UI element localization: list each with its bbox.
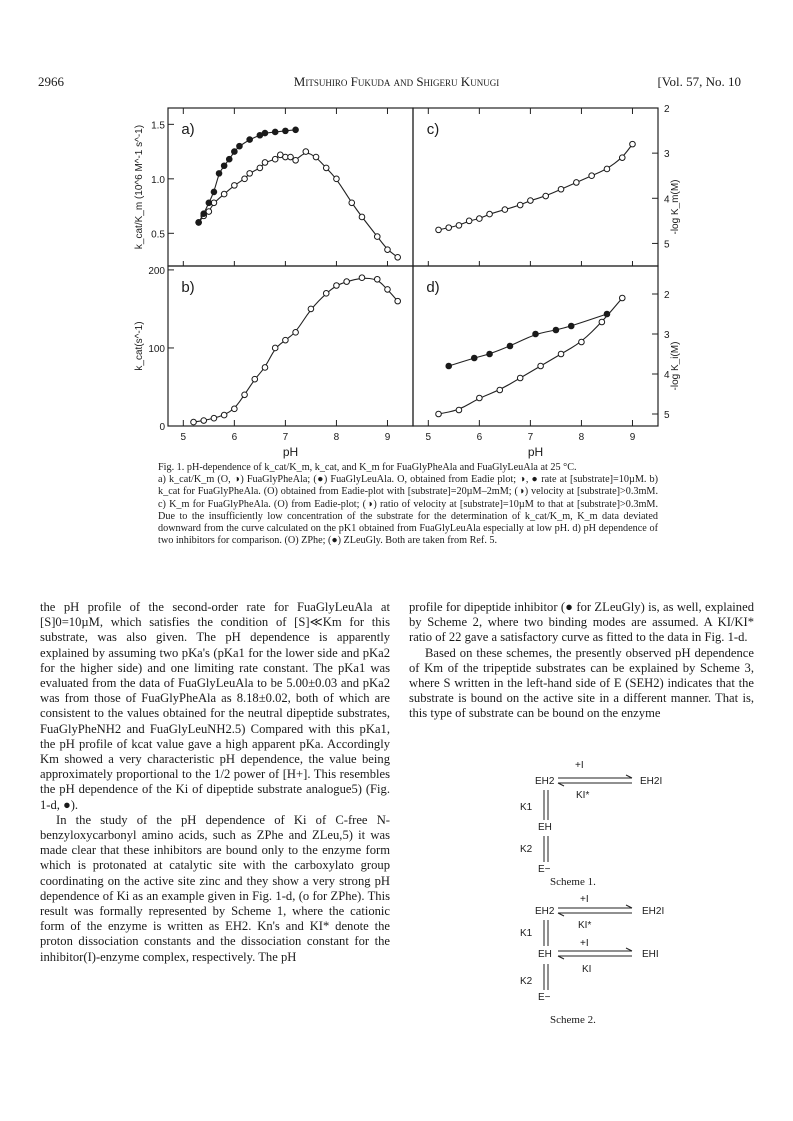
scheme1-eh2: EH2: [535, 776, 555, 787]
data-point-a: [196, 220, 202, 226]
data-point-d: [579, 339, 585, 345]
data-point-a: [221, 191, 227, 197]
data-point-c: [502, 207, 508, 213]
scheme1-k2: K2: [520, 844, 533, 855]
data-point-c: [456, 223, 462, 229]
data-point-d: [436, 411, 442, 417]
x-tick-label: 8: [578, 432, 585, 443]
x-tick-label: 9: [629, 432, 636, 443]
running-head-authors: Mitsuhiro Fukuda and Shigeru Kunugi: [293, 74, 500, 89]
data-point-d: [619, 295, 625, 301]
y-tick-label: 0: [159, 422, 165, 433]
data-point-b: [374, 276, 380, 282]
data-point-b: [191, 419, 197, 425]
data-point-a: [262, 160, 268, 166]
scheme2-eh2: EH2: [535, 906, 555, 917]
y-tick-label: 5: [664, 410, 670, 421]
scheme2-equilibrium-arrow-mid: [556, 947, 636, 961]
scheme-1-caption: Scheme 1.: [550, 876, 596, 888]
data-point-a: [313, 154, 319, 160]
data-point-b: [252, 376, 258, 382]
data-point-d: [471, 355, 477, 361]
data-point-d: [487, 351, 493, 357]
data-point-a: [247, 137, 253, 143]
data-point-b: [359, 275, 365, 281]
scheme2-eh2i: EH2I: [642, 906, 665, 917]
y-tick-label: 1.5: [151, 120, 165, 132]
data-point-b: [323, 291, 329, 297]
fit-curve-d-1: [439, 298, 623, 414]
data-point-c: [589, 173, 595, 179]
fit-curve-b-0: [194, 278, 398, 422]
data-point-b: [221, 412, 227, 418]
data-point-a: [201, 211, 207, 217]
data-point-d: [568, 323, 574, 329]
scheme1-equilibrium-arrow: [556, 774, 636, 788]
data-point-d: [517, 375, 523, 381]
panel-label-a: a): [181, 121, 195, 138]
data-point-a: [262, 130, 268, 136]
panel-b-frame: [168, 266, 413, 426]
panel-label-d: d): [426, 279, 440, 296]
x-tick-label: 7: [527, 432, 534, 443]
x-tick-label: 5: [180, 432, 187, 443]
panel-a-frame: [168, 108, 413, 266]
data-point-d: [553, 327, 559, 333]
data-point-b: [232, 406, 238, 412]
scheme1-eh: EH: [538, 822, 552, 833]
data-point-a: [221, 163, 227, 169]
data-point-c: [436, 227, 442, 233]
y-tick-label: 4: [664, 194, 670, 206]
panel-d-frame: [413, 266, 658, 426]
y-axis-title-bottom-left: k_cat(s^-1): [134, 321, 145, 371]
body-column-left: [40, 600, 390, 965]
data-point-a: [349, 200, 355, 206]
x-tick-label: 8: [333, 432, 340, 443]
data-point-d: [507, 343, 513, 349]
data-point-b: [242, 392, 248, 398]
data-point-a: [323, 165, 329, 171]
data-point-a: [232, 183, 238, 189]
body-column-right: [409, 600, 754, 722]
data-point-d: [497, 387, 503, 393]
y-tick-label: 4: [664, 370, 670, 381]
data-point-b: [344, 279, 350, 285]
data-point-b: [262, 365, 268, 371]
y-tick-label: 3: [664, 149, 670, 161]
scheme2-k1: K1: [520, 928, 533, 939]
panel-c-frame: [413, 108, 658, 266]
data-point-a: [385, 247, 391, 253]
scheme1-plus-i: +I: [575, 760, 584, 771]
y-tick-label: 0.5: [151, 229, 165, 241]
scheme2-ehi: EHI: [642, 949, 659, 960]
data-point-c: [446, 225, 452, 231]
x-tick-label: 7: [282, 432, 289, 443]
scheme2-plus-i-top: +I: [580, 894, 589, 905]
data-point-a: [395, 254, 401, 260]
scheme1-k1: K1: [520, 802, 533, 813]
data-point-b: [308, 306, 314, 312]
data-point-a: [226, 156, 232, 162]
data-point-c: [630, 141, 636, 147]
caption-body: a) k_cat/K_m (O, ◑) FuaGlyPheAla; (●) FuaGlyLeuAla. O, obtained from Eadie plot; ◑, ● rate at [substrate]=10µM. b) k_cat for FuaGlyPheAla. (O) obtained from Eadie-plot with [substrate]=20µM–2mM; (◑) velocity at [substrate]>0.3mM. c) K_m for FuaGlyPheAla. (O) from Eadie-plot; (◑) ratio of velocity at [substrate]=10µM to that at [substrate]>0.3mM. Due to the insufficiently low concentration of the substrate for the determination of k_cat/K_m, K_m data deviated downward from the curve calculated on the pK1 obtained from FuaGlyLeuAla especially at low pH. d) pH dependence of two inhibitors for comparison. (O) ZPhe; (●) ZLeuGly. Both are taken from Ref. 5.: [158, 474, 658, 547]
data-point-b: [211, 415, 217, 421]
y-axis-title-bottom-right: -log K_i(M): [670, 341, 680, 391]
figure-1: [130, 100, 680, 460]
data-point-c: [543, 193, 549, 199]
data-point-b: [272, 345, 278, 351]
x-tick-label: 5: [425, 432, 432, 443]
data-point-b: [334, 283, 340, 289]
fit-curve-a-0: [199, 153, 398, 257]
data-point-c: [517, 202, 523, 208]
data-point-c: [604, 166, 610, 172]
panel-label-c: c): [426, 121, 440, 138]
data-point-c: [487, 211, 493, 217]
data-point-c: [574, 180, 580, 186]
data-point-a: [211, 189, 217, 195]
scheme-2: [520, 894, 720, 1024]
data-point-a: [237, 143, 243, 149]
y-tick-label: 1.0: [151, 174, 165, 186]
data-point-b: [283, 337, 289, 343]
data-point-a: [206, 200, 212, 206]
data-point-a: [232, 149, 238, 155]
scheme1-ki-star: KI*: [576, 790, 590, 801]
scheme2-ki: KI: [582, 964, 592, 975]
data-point-a: [334, 176, 340, 182]
data-point-a: [242, 176, 248, 182]
data-point-a: [303, 149, 309, 155]
x-tick-label: 6: [231, 432, 238, 443]
data-point-a: [257, 165, 263, 171]
panel-frames: [168, 108, 658, 426]
data-point-a: [359, 214, 365, 220]
scheme1-vertical-arrow-1: [540, 788, 552, 822]
x-axis-label-right: pH: [527, 445, 544, 459]
data-point-a: [247, 171, 253, 177]
data-point-a: [288, 154, 294, 160]
data-point-b: [201, 418, 207, 424]
data-point-c: [466, 218, 472, 224]
y-tick-label: 100: [148, 343, 165, 355]
data-point-a: [293, 158, 299, 164]
scheme2-eh: EH: [538, 949, 552, 960]
data-point-a: [283, 128, 289, 134]
paragraph: In the study of the pH dependence of Ki of C-free N-benzyloxycarbonyl amino acids, such as ZPhe and ZLeu,5) it was made clear that these inhibitors are bound only to the enzyme form which is protonated at catalytic site with the carboxylato group coordinating on the active site zinc and they show a very strong pH dependence of Ki as an example given in Fig. 1-d, (o for ZPhe). This result was formally represented by Scheme 1, where the cationic form of the enzyme is written as EH2. Kn's and KI* denote the proton dissociation constants and the dissociation constant for the inhibitor(I)-enzyme complex, respectively. The pH: [40, 812, 390, 964]
data-point-c: [558, 186, 564, 192]
page-number: 2966: [38, 74, 64, 89]
figure-caption: [158, 462, 658, 547]
data-point-d: [599, 319, 605, 325]
fit-curve-c-0: [439, 144, 633, 230]
x-axis-label-left: pH: [282, 445, 299, 459]
data-point-a: [374, 234, 380, 240]
figure-1-svg: [130, 100, 680, 460]
scheme2-vertical-arrow-1: [540, 918, 552, 948]
data-point-a: [272, 129, 278, 135]
scheme2-e-minus: E−: [538, 992, 551, 1003]
scheme-2-caption: Scheme 2.: [550, 1014, 596, 1026]
scheme2-vertical-arrow-2: [540, 962, 552, 992]
data-point-b: [385, 287, 391, 293]
paragraph: the pH profile of the second-order rate for FuaGlyLeuAla at [S]0=10µM, which satisfies the condition of [S]≪Km for this substrate, was also given. The pH dependence is apparently explained by assuming two pKa's (pKa1 for the lower side and pKa2 for the higher side) and one limiting rate constant. The pKa1 was evaluated from the data of FuaGlyLeuAla to be 5.00±0.03 and pKa2 was from those of FuaGlyPheAla as 8.18±0.02, both of which are consistent to the values obtained for the neutral dipeptide substrates, FuaGlyPheNH2 and FuaGlyLeuNH2.5) Compared with this pKa1, the pH profile of kcat value gave a high apparent pKa. Accordingly Km showed a very characteristic pH dependence, the value being approximately proportional to the 1/2 power of [H+]. This resembles the pH dependence of the Ki of dipeptide substrate analogue5) (Fig. 1-d, ●).: [40, 600, 390, 812]
data-point-a: [272, 156, 278, 162]
data-point-d: [533, 331, 539, 337]
y-tick-label: 5: [664, 239, 670, 251]
x-tick-label: 9: [384, 432, 391, 443]
scheme1-eh2i: EH2I: [640, 776, 663, 787]
paragraph: Based on these schemes, the presently observed pH dependence of Km of the tripeptide substrates can be explained by Scheme 3, where S written in the left-hand side of E (SEH2) indicates that the substrate is bound on the active site in a different manner. That is, this type of substrate can be bound on the enzyme: [409, 645, 754, 721]
data-point-b: [395, 298, 401, 304]
data-point-d: [446, 363, 452, 369]
scheme2-ki-star: KI*: [578, 920, 592, 931]
scheme1-e-minus: E−: [538, 864, 551, 875]
panel-label-b: b): [181, 279, 195, 296]
scheme1-vertical-arrow-2: [540, 834, 552, 864]
y-axis-title-top-left: k_cat/K_m (10^6 M^-1 s^-1): [134, 124, 145, 250]
y-tick-label: 2: [664, 290, 670, 301]
scheme-1: [520, 760, 720, 890]
scheme2-equilibrium-arrow-top: [556, 904, 636, 918]
data-point-d: [477, 395, 483, 401]
y-tick-label: 2: [664, 104, 670, 115]
data-point-a: [216, 171, 222, 177]
x-tick-label: 6: [476, 432, 483, 443]
y-tick-label: 3: [664, 330, 670, 341]
figure-labels: [134, 104, 680, 459]
y-axis-title-top-right: -log K_m(M): [670, 179, 680, 235]
scheme2-k2: K2: [520, 976, 533, 987]
data-point-c: [619, 155, 625, 161]
data-point-d: [558, 351, 564, 357]
caption-title: Fig. 1. pH-dependence of k_cat/K_m, k_cat, and K_m for FuaGlyPheAla and FuaGlyLeuAla at 25 °C.: [158, 462, 577, 473]
scheme2-plus-i-mid: +I: [580, 938, 589, 949]
data-point-a: [293, 127, 299, 133]
data-point-d: [456, 407, 462, 413]
paragraph: profile for dipeptide inhibitor (● for ZLeuGly) is, as well, explained by Scheme 2, where two binding modes are assumed. A KI/KI* ratio of 22 gave a satisfactory curve as fitted to the data in Fig. 1-d.: [409, 600, 754, 645]
running-head-volume: [Vol. 57, No. 10: [657, 74, 741, 89]
y-tick-label: 200: [148, 265, 165, 277]
data-point-b: [293, 330, 299, 336]
data-point-c: [477, 216, 483, 222]
data-point-d: [538, 363, 544, 369]
data-point-c: [528, 198, 534, 204]
